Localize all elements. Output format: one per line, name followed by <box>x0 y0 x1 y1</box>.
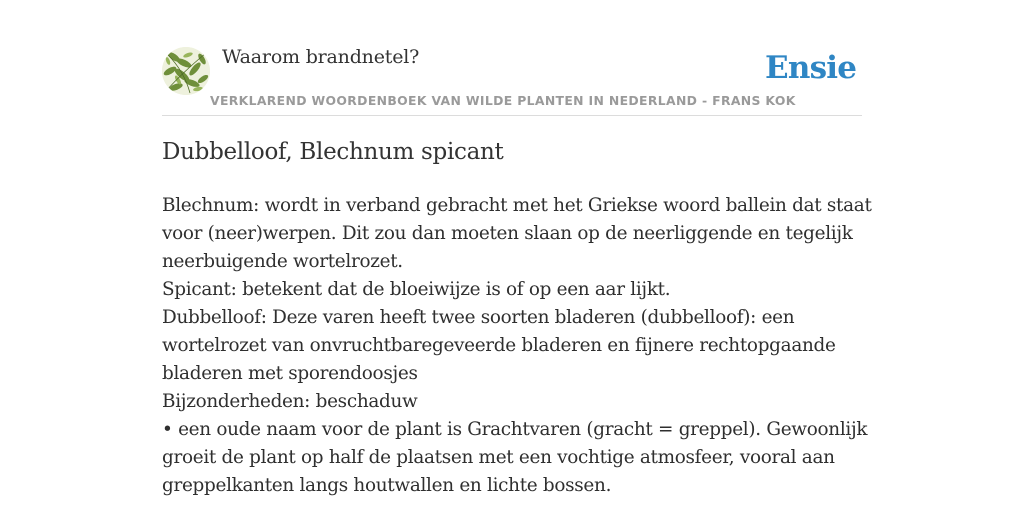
entry-line: Bijzonderheden: beschaduw <box>162 391 418 412</box>
entry-line: Blechnum: wordt in verband gebracht met het Griekse woord ballein dat staat <box>162 195 872 216</box>
entry-title: Dubbelloof, Blechnum spicant <box>162 139 504 165</box>
entry-line: Dubbelloof: Deze varen heeft twee soorten bladeren (dubbelloof): een <box>162 307 795 328</box>
entry-body <box>162 192 872 500</box>
blog-avatar[interactable] <box>162 47 210 95</box>
entry-line: Spicant: betekent dat de bloeiwijze is of op een aar lijkt. <box>162 279 671 300</box>
entry-line: neerbuigende wortelrozet. <box>162 251 403 272</box>
entry-line: groeit de plant op half de plaatsen met een vochtige atmosfeer, vooral aan <box>162 447 835 468</box>
entry-line: voor (neer)werpen. Dit zou dan moeten slaan op de neerliggende en tegelijk <box>162 223 853 244</box>
fern-leaves-icon <box>162 47 210 95</box>
blog-title[interactable]: Waarom brandnetel? <box>222 46 420 68</box>
entry-line: greppelkanten langs houtwallen en lichte bossen. <box>162 475 612 496</box>
header-divider <box>162 115 862 116</box>
entry-line: • een oude naam voor de plant is Grachtvaren (gracht = greppel). Gewoonlijk <box>162 419 868 440</box>
dictionary-subtitle[interactable]: VERKLAREND WOORDENBOEK VAN WILDE PLANTEN IN NEDERLAND - FRANS KOK <box>210 93 796 108</box>
entry-line: wortelrozet van onvruchtbaregeveerde bladeren en fijnere rechtopgaande <box>162 335 836 356</box>
ensie-logo[interactable]: Ensie <box>765 50 857 86</box>
entry-line: bladeren met sporendoosjes <box>162 363 418 384</box>
